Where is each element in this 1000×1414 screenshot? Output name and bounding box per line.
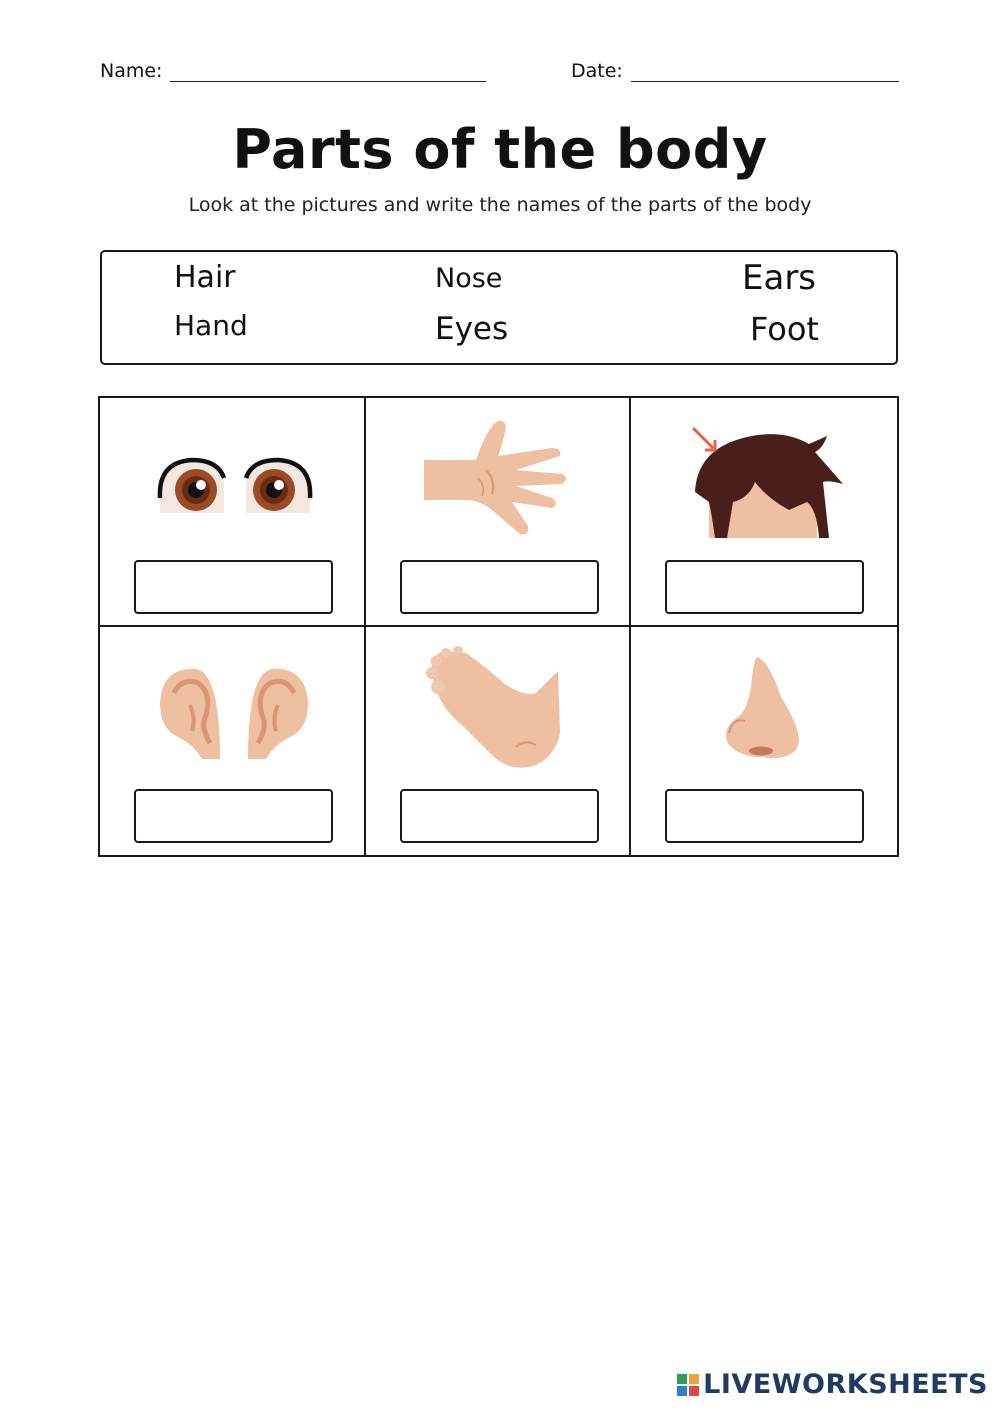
word-bank-item[interactable]: Foot [750, 310, 819, 348]
grid-cell-eyes [100, 398, 366, 627]
hand-icon [366, 398, 631, 558]
answer-box[interactable] [134, 789, 333, 843]
answer-box[interactable] [400, 560, 599, 614]
answer-box[interactable] [665, 560, 864, 614]
grid-cell-foot [366, 627, 632, 856]
date-field[interactable] [571, 60, 899, 82]
word-bank-item[interactable]: Hair [174, 260, 236, 295]
answer-box[interactable] [400, 789, 599, 843]
eyes-icon [100, 398, 365, 558]
foot-icon [366, 627, 631, 787]
name-line[interactable] [170, 63, 486, 82]
brand-text: LIVEWORKSHEETS [703, 1369, 988, 1400]
answer-box[interactable] [134, 560, 333, 614]
grid-cell-ears [100, 627, 366, 856]
instructions: Look at the pictures and write the names of the parts of the body [188, 194, 812, 216]
grid-cell-hand [366, 398, 632, 627]
word-bank [100, 250, 898, 365]
answer-box[interactable] [665, 789, 864, 843]
picture-grid [98, 396, 899, 857]
hair-icon [631, 398, 896, 558]
name-field[interactable] [100, 60, 486, 82]
word-bank-item[interactable]: Eyes [435, 311, 509, 347]
page-title: Parts of the body [232, 118, 768, 181]
name-label: Name: [100, 60, 163, 82]
word-bank-item[interactable]: Nose [435, 263, 503, 294]
brand-footer [677, 1369, 988, 1400]
ears-icon [100, 627, 365, 787]
nose-icon [631, 627, 896, 787]
grid-cell-hair [631, 398, 897, 627]
word-bank-item[interactable]: Hand [174, 309, 248, 342]
word-bank-item[interactable]: Ears [742, 258, 817, 298]
date-label: Date: [571, 60, 623, 82]
grid-cell-nose [631, 627, 897, 856]
date-line[interactable] [631, 63, 899, 82]
liveworksheets-logo-icon [677, 1374, 699, 1396]
